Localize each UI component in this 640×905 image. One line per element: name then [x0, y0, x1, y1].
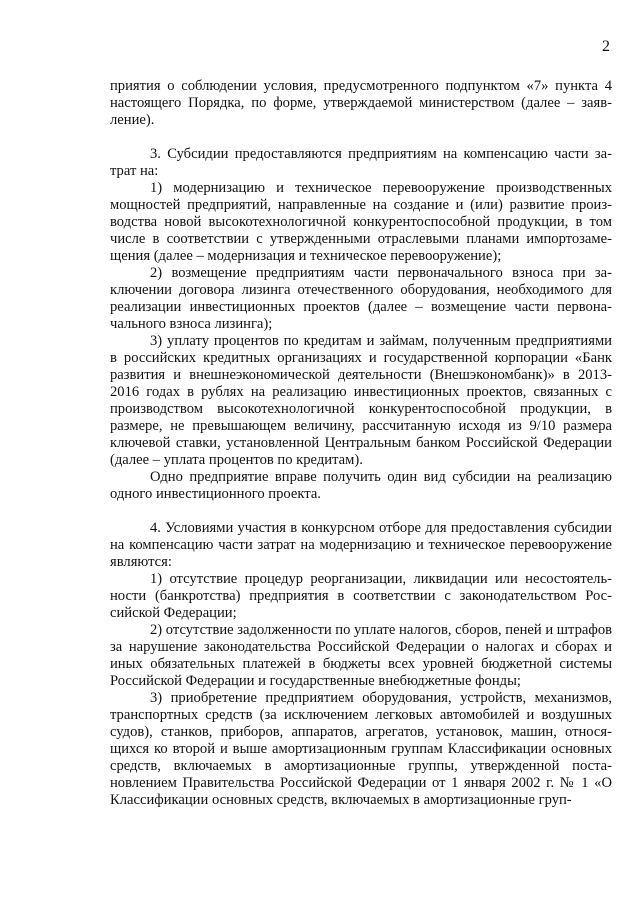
paragraph-section-3-item-2: 2) возмещение предприятиям части первоначального взноса при заключении договора лизинга отечественного оборудования, необходимого для реализации инвестиционных проектов (далее – возмещение части первоначального взноса лизинга); — [110, 265, 612, 332]
paragraph-section-3-note: Одно предприятие вправе получить один вид субсидии на реализацию одного инвестиционного проекта. — [110, 469, 612, 502]
paragraph-application-continuation: приятия о соблюдении условия, предусмотренного подпунктом «7» пункта 4 настоящего Порядка, по форме, утверждаемой министерством (далее – заявление). — [110, 78, 612, 128]
page-number: 2 — [602, 38, 610, 55]
paragraph-section-3-item-1: 1) модернизацию и техническое перевооружение производственных мощностей предприятий, направленные на создание и (или) развитие производства новой высокотехнологичной конкурентоспособной продукции, в том числе в соответствии с утвержденными отраслевыми планами импортозамещения (далее – модернизация и техническое перевооружение); — [110, 180, 612, 264]
paragraph-section-3-intro: 3. Субсидии предоставляются предприятиям на компенсацию части затрат на: — [110, 146, 612, 179]
paragraph-section-3-item-3: 3) уплату процентов по кредитам и займам, полученным предприятиями в российских кредитных организациях и государственной корпорации «Банк развития и внешнеэкономической деятельности (Внешэкономбанк)» в 2013-2016 годах в рублях на реализацию инвестиционных проектов, связанных с производством высокотехнологичной конкурентоспособной продукции, в размере, не превышающем величину, рассчитанную исходя из 9/10 размера ключевой ставки, установленной Центральным банком Российской Федерации (далее – уплата процентов по кредитам). — [110, 333, 612, 468]
paragraph-section-4-intro: 4. Условиями участия в конкурсном отборе для предоставления субсидии на компенсацию части затрат на модернизацию и техническое перевооружение являются: — [110, 520, 612, 570]
paragraph-section-4-item-2: 2) отсутствие задолженности по уплате налогов, сборов, пеней и штрафов за нарушение законодательства Российской Федерации о налогах и сборах и иных обязательных платежей в бюджеты всех уровней бюджетной системы Российской Федерации и государственные внебюджетные фонды; — [110, 622, 613, 689]
paragraph-section-4-item-1: 1) отсутствие процедур реорганизации, ликвидации или несостоятельности (банкротства) предприятия в соответствии с законодательством Российской Федерации; — [110, 571, 612, 621]
paragraph-section-4-item-3: 3) приобретение предприятием оборудования, устройств, механизмов, транспортных средств (за исключением легковых автомобилей и воздушных судов), станков, приборов, аппаратов, агрегатов, установок, машин, относящихся ко второй и выше амортизационным группам Классификации основных средств, включаемых в амортизационные группы, утвержденной постановлением Правительства Российской Федерации от 1 января 2002 г. № 1 «О Классификации основных средств, включаемых в амортизационные груп- — [110, 690, 612, 808]
